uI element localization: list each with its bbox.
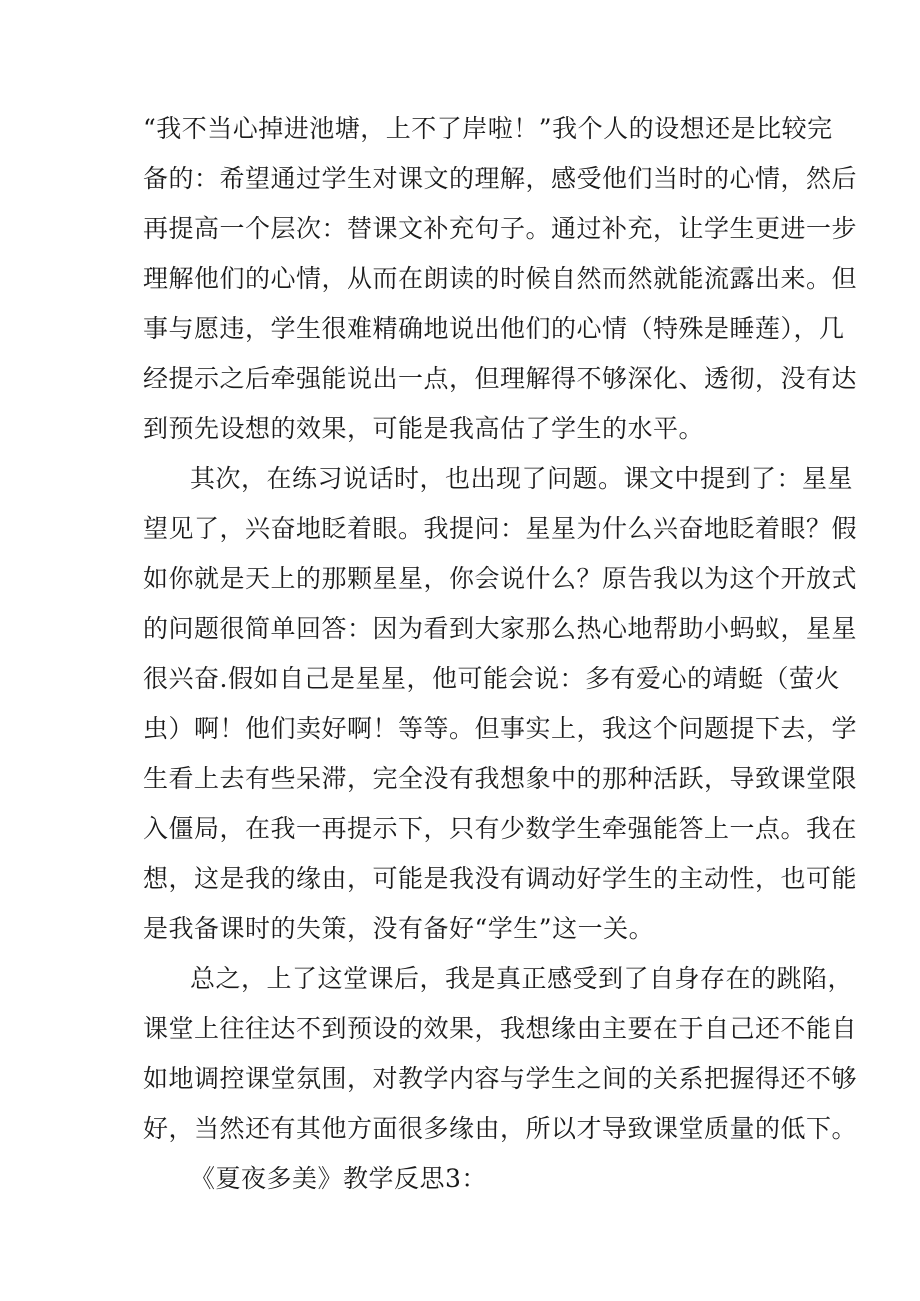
paragraph-3-line-3: 如地调控课堂氛围，对教学内容与学生之间的关系把握得还不够 (143, 1064, 858, 1093)
paragraph-1-line-4: 理解他们的心情，从而在朗读的时候自然而然就能流露出来。但 (143, 264, 858, 293)
paragraph-3-line-1: 总之，上了这堂课后，我是真正感受到了自身存在的跳陷， (190, 964, 854, 993)
paragraph-2-line-10: 是我备课时的失策，没有备好“学生”这一关。 (143, 914, 655, 943)
section-heading: 《夏夜多美》教学反思3： (190, 1164, 487, 1193)
paragraph-2-line-2: 望见了，兴奋地眨着眼。我提问：星星为什么兴奋地眨着眼？假 (143, 514, 858, 543)
paragraph-2-line-4: 的问题很简单回答：因为看到大家那么热心地帮助小蚂蚁，星星 (143, 614, 858, 643)
paragraph-2-line-5: 很兴奋.假如自己是星星，他可能会说：多有爱心的靖蜓（萤火 (143, 664, 840, 693)
paragraph-2-line-7: 生看上去有些呆滞，完全没有我想象中的那种活跃，导致课堂限 (143, 764, 858, 793)
paragraph-3-line-2: 课堂上往往达不到预设的效果，我想缘由主要在于自己还不能自 (143, 1014, 858, 1043)
paragraph-1-line-2: 备的：希望通过学生对课文的理解，感受他们当时的心情，然后 (143, 164, 858, 193)
paragraph-1-line-3: 再提高一个层次：替课文补充句子。通过补充，让学生更进一步 (143, 214, 858, 243)
paragraph-1-line-5: 事与愿违，学生很难精确地说出他们的心情（特殊是睡莲），几 (143, 314, 845, 343)
paragraph-1-line-1: “我不当心掉进池塘，上不了岸啦！”我个人的设想还是比较完 (143, 114, 833, 143)
paragraph-2-line-3: 如你就是天上的那颗星星，你会说什么？原告我以为这个开放式 (143, 564, 858, 593)
paragraph-3-line-4: 好，当然还有其他方面很多缘由，所以才导致课堂质量的低下。 (143, 1114, 858, 1143)
paragraph-2-line-1: 其次，在练习说话时，也出现了问题。课文中提到了：星星 (190, 464, 854, 493)
paragraph-2-line-6: 虫）啊！他们卖好啊！等等。但事实上，我这个问题提下去，学 (143, 714, 858, 743)
paragraph-2-line-8: 入僵局，在我一再提示下，只有少数学生牵强能答上一点。我在 (143, 814, 858, 843)
paragraph-1-line-7: 到预先设想的效果，可能是我高估了学生的水平。 (143, 414, 705, 443)
paragraph-2-line-9: 想，这是我的缘由，可能是我没有调动好学生的主动性，也可能 (143, 864, 858, 893)
paragraph-1-line-6: 经提示之后牵强能说出一点，但理解得不够深化、透彻，没有达 (143, 364, 858, 393)
